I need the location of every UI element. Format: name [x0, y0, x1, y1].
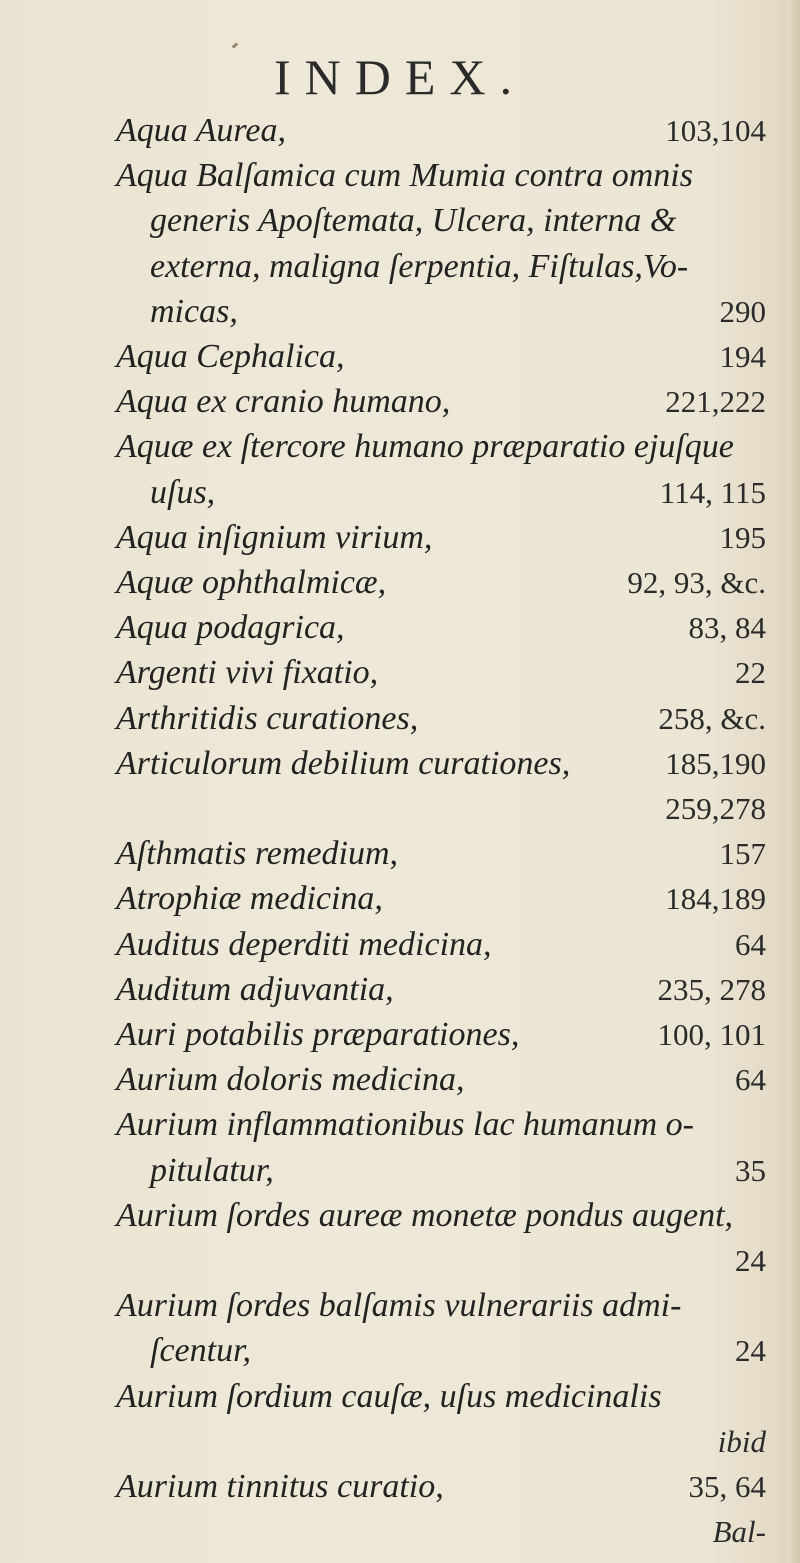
index-entry-continuation — [150, 1238, 766, 1283]
entry-text: Aſthmatis remedium, — [116, 835, 399, 873]
entry-page-ref: 103,104 — [665, 113, 766, 148]
entry-page-ref: 35 — [735, 1152, 766, 1188]
entry-text: Aurium inflammationibus lac humanum o- — [116, 1106, 694, 1144]
index-entry — [116, 108, 766, 153]
entry-page-ref: 258, &c. — [658, 700, 766, 736]
entry-page-ref: 185,190 — [665, 745, 766, 781]
index-entry — [116, 560, 766, 605]
index-entry — [116, 696, 766, 741]
entry-page-ref: 24 — [735, 1333, 766, 1369]
entry-page-ref: 235, 278 — [657, 971, 766, 1007]
entry-page-ref: 195 — [719, 519, 766, 555]
entry-text: Aurium doloris medicina, — [116, 1061, 465, 1099]
index-entry — [116, 605, 766, 650]
entry-text: Aqua Balſamica cum Mumia contra omnis — [116, 157, 693, 195]
entry-page-ref: 83, 84 — [688, 610, 766, 646]
index-entry — [116, 922, 766, 967]
entry-text: Aurium ſordium cauſæ, uſus medicinalis — [116, 1377, 662, 1415]
entry-page-ref: 114, 115 — [659, 474, 766, 510]
entry-page-ref: ibid — [717, 1423, 766, 1459]
page-title: INDEX. — [273, 49, 527, 105]
entry-text: Articulorum debilium curationes, — [116, 744, 571, 782]
entry-page-ref: 194 — [719, 339, 766, 374]
index-entry — [116, 1012, 766, 1057]
index-entry-continuation — [150, 1509, 766, 1554]
index-entry — [116, 741, 766, 786]
entry-text: externa, maligna ſerpentia, Fiſtulas,Vo- — [150, 247, 689, 285]
entry-text: Aurium ſordes balſamis vulnerariis admi- — [116, 1287, 682, 1325]
index-entry — [116, 831, 766, 876]
index-entry — [116, 876, 766, 921]
index-entry-continuation — [150, 244, 766, 289]
entry-text: Aurium tinnitus curatio, — [116, 1468, 444, 1505]
index-entry — [116, 424, 766, 469]
entry-page-ref: 24 — [735, 1243, 766, 1278]
index-entry — [116, 1057, 766, 1102]
index-entry — [116, 1193, 766, 1238]
entry-text: Aquæ ophthalmicæ, — [116, 564, 387, 601]
entry-text: Aqua Aurea, — [116, 112, 286, 149]
entry-text: micas, — [150, 292, 238, 330]
index-entry — [116, 515, 766, 560]
entry-page-ref: 290 — [719, 293, 766, 329]
entry-page-ref: 221,222 — [665, 384, 766, 420]
entry-page-ref: 157 — [719, 836, 766, 872]
entry-text: Aqua inſignium virium, — [116, 518, 433, 556]
entry-text: Aqua podagrica, — [116, 609, 345, 647]
entry-text: Atrophiæ medicina, — [116, 880, 383, 918]
entry-text: Auditum adjuvantia, — [116, 970, 394, 1008]
index-entry — [116, 334, 766, 379]
index-entry-continuation — [150, 1328, 766, 1373]
entry-text: Argenti vivi fixatio, — [116, 654, 379, 692]
entry-text: ſcentur, — [150, 1332, 252, 1370]
index-entry-continuation — [150, 289, 766, 334]
entry-page-ref: 64 — [735, 1062, 766, 1098]
entry-text: generis Apoſtemata, Ulcera, interna & — [150, 202, 677, 240]
index-entry — [116, 153, 766, 198]
entry-page-ref: 259,278 — [665, 791, 766, 826]
index-entry-continuation — [150, 470, 766, 515]
entry-page-ref: 64 — [735, 926, 766, 962]
entry-page-ref: 22 — [735, 655, 766, 691]
entry-text: Arthritidis curationes, — [116, 699, 419, 737]
entry-page-ref: Bal- — [712, 1514, 766, 1550]
entry-page-ref: 100, 101 — [657, 1017, 766, 1052]
index-entry — [116, 1283, 766, 1328]
entry-text: pitulatur, — [150, 1151, 274, 1189]
entry-text: Aqua ex cranio humano, — [116, 383, 451, 421]
entry-text: Aquæ ex ſtercore humano præparatio ejuſque — [116, 428, 734, 466]
entry-page-ref: 92, 93, &c. — [627, 565, 766, 600]
entry-text: Auditus deperditi medicina, — [116, 925, 492, 963]
entry-text: uſus, — [150, 473, 216, 511]
index-entry-continuation — [150, 198, 766, 243]
entry-text: Aqua Cephalica, — [116, 338, 345, 375]
index-entry-continuation — [150, 1148, 766, 1193]
index-entry-continuation — [150, 1419, 766, 1464]
index-entry — [116, 379, 766, 424]
index-entry — [116, 967, 766, 1012]
entry-page-ref: 35, 64 — [688, 1469, 766, 1504]
entry-text: Aurium ſordes aureæ monetæ pondus augent, — [116, 1196, 734, 1234]
entry-text: Auri potabilis præparationes, — [116, 1016, 520, 1053]
index-entry — [116, 650, 766, 695]
page-edge — [786, 0, 800, 1563]
index-entry — [116, 1464, 766, 1509]
index-entry-continuation — [150, 786, 766, 831]
entry-page-ref: 184,189 — [665, 881, 766, 917]
index-entry — [116, 1374, 766, 1419]
index-entry — [116, 1102, 766, 1147]
